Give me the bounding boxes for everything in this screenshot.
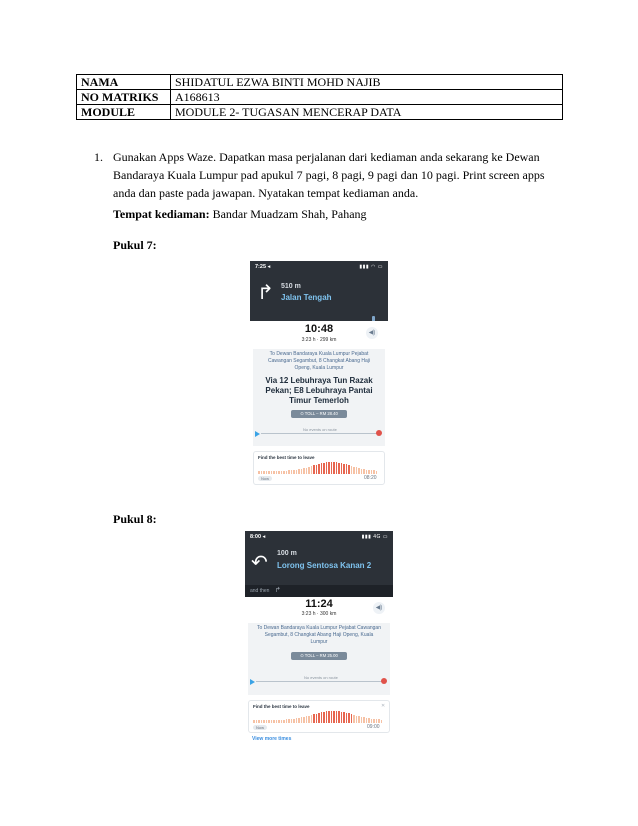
departure-bar (298, 469, 300, 474)
departure-bar (346, 464, 348, 474)
departure-bar (333, 711, 335, 723)
departure-bar (306, 716, 308, 723)
departure-bar (376, 471, 378, 474)
route-via-text: Via 12 Lebuhraya Tun Razak Pekan; E8 Lebuhraya Pantai Timur Temerloh (265, 376, 373, 405)
departure-bar (341, 712, 343, 723)
destination-text: To Dewan Bandaraya Kuala Lumpur Pejabat Cawangan Segambut, 8 Changkat Abang Haji Openg, Kuala Lumpur (257, 625, 381, 645)
info-row-matric (77, 90, 563, 105)
departure-bar (281, 471, 283, 474)
question-item (96, 148, 568, 202)
departure-bar (276, 720, 278, 723)
departure-bar (341, 463, 343, 474)
turn-right-icon: ↱ (257, 282, 274, 304)
departure-bar (303, 468, 305, 474)
departure-bar (316, 714, 318, 723)
departure-bar (273, 471, 275, 474)
departure-time-bars (253, 711, 382, 723)
route-start-icon (255, 431, 260, 437)
best-time-card[interactable] (253, 451, 385, 485)
question-number: 1. (94, 150, 103, 164)
route-box (253, 349, 385, 446)
no-events-label: No events on route (303, 427, 337, 432)
trip-sheet (250, 321, 388, 487)
departure-bar (318, 713, 320, 723)
departure-bar (268, 720, 270, 723)
departure-bar (278, 471, 280, 474)
departure-bar (266, 720, 268, 723)
residence-value: Bandar Muadzam Shah, Pahang (209, 207, 367, 221)
departure-bar (331, 711, 333, 723)
info-row-name (77, 75, 563, 90)
best-time-card[interactable] (248, 700, 390, 733)
sound-icon[interactable]: ◀) (373, 602, 385, 614)
departure-bar (351, 714, 353, 723)
departure-bar (301, 717, 303, 723)
departure-bar (288, 719, 290, 723)
departure-bar (338, 711, 340, 723)
departure-bar (381, 720, 383, 723)
departure-bar (353, 467, 355, 474)
best-time-title: Find the best time to leave (258, 455, 315, 460)
info-key: NO MATRIKS (77, 90, 171, 105)
residence-line (113, 206, 367, 222)
departure-bar (286, 471, 288, 474)
departure-bar (283, 471, 285, 474)
departure-bar (363, 469, 365, 474)
departure-bar (261, 720, 263, 723)
departure-bar (378, 719, 380, 723)
departure-bar (333, 462, 335, 474)
departure-bar (271, 471, 273, 474)
info-value: SHIDATUL EZWA BINTI MOHD NAJIB (171, 75, 563, 90)
departure-bar (361, 469, 363, 474)
departure-bar (371, 719, 373, 723)
departure-bar (306, 468, 308, 474)
route-start-icon (250, 679, 255, 685)
departure-bar (321, 463, 323, 474)
departure-bar (328, 462, 330, 474)
toll-badge: ⊙ TOLL – RM 28.40 (291, 410, 347, 418)
departure-bar (328, 711, 330, 723)
departure-bar (303, 717, 305, 723)
departure-bar (308, 467, 310, 474)
info-key: NAMA (77, 75, 171, 90)
departure-bar (253, 720, 255, 723)
departure-bar (276, 471, 278, 474)
departure-bar (261, 471, 263, 474)
info-value: MODULE 2- TUGASAN MENCERAP DATA (171, 105, 563, 120)
u-turn-icon: ↶ (251, 552, 268, 574)
departure-bar (318, 464, 320, 474)
destination-text: To Dewan Bandaraya Kuala Lumpur Pejabat Cawangan Segambut, 8 Changkat Abang Haji Openg, Kuala Lumpur (267, 351, 370, 371)
waze-screenshot-7am (250, 261, 388, 487)
departure-bar (351, 466, 353, 474)
now-pill[interactable]: Now (258, 476, 272, 481)
turn-distance: 510 m (281, 283, 301, 290)
navigation-banner (250, 261, 388, 321)
departure-bar (263, 720, 265, 723)
next-turn-icon: ↱ (274, 587, 281, 594)
route-timeline (261, 433, 377, 434)
departure-bar (266, 471, 268, 474)
departure-bar (278, 720, 280, 723)
status-time: 7:25 ◂ (255, 264, 271, 270)
departure-bar (308, 716, 310, 723)
info-row-module (77, 105, 563, 120)
departure-bar (373, 470, 375, 474)
residence-label: Tempat kediaman: (113, 207, 210, 221)
departure-bar (271, 720, 273, 723)
departure-bar (361, 717, 363, 723)
departure-bar (256, 720, 258, 723)
departure-bar (348, 465, 350, 474)
departure-bar (293, 470, 295, 474)
departure-bar (358, 468, 360, 474)
street-name: Lorong Sentosa Kanan 2 (277, 561, 372, 570)
question-text: Gunakan Apps Waze. Dapatkan masa perjalanan dari kediaman anda sekarang ke Dewan Bandaraya Kuala Lumpur pad apukul 7 pagi, 8 pagi, 9 pagi dan 10 pagi. Print screen apps anda dan paste pada jawapan. Nyatakan tempat kediaman anda. (113, 150, 545, 200)
departure-bar (366, 718, 368, 723)
departure-bar (296, 470, 298, 474)
navigation-banner (245, 531, 393, 597)
departure-bar (363, 717, 365, 723)
turn-distance: 100 m (277, 550, 297, 557)
departure-bar (316, 465, 318, 474)
departure-bar (356, 467, 358, 474)
and-then-label: and then (250, 588, 270, 594)
departure-bar (338, 463, 340, 474)
route-box (248, 623, 390, 695)
departure-bar (258, 471, 260, 474)
info-value: A168613 (171, 90, 563, 105)
close-icon[interactable]: ✕ (381, 703, 386, 709)
departure-bar (358, 716, 360, 723)
arrival-time: 11:24 (305, 598, 333, 610)
departure-bar (343, 464, 345, 474)
departure-bar (311, 466, 313, 474)
heading-pukul-8: Pukul 8: (113, 512, 157, 526)
trip-duration-distance: 3:23 h · 299 km (301, 337, 337, 343)
departure-bar (301, 469, 303, 474)
departure-bar (356, 716, 358, 723)
departure-bar (373, 719, 375, 723)
toll-badge: ⊙ TOLL – RM 25.00 (291, 652, 347, 660)
departure-bar (353, 715, 355, 723)
departure-bar (346, 713, 348, 723)
departure-bar (258, 720, 260, 723)
status-icons: ▮▮▮ 4G ▭ (361, 534, 388, 540)
departure-bar (288, 470, 290, 474)
departure-bar (323, 712, 325, 723)
departure-bar (281, 720, 283, 723)
departure-bar (298, 718, 300, 723)
departure-bar (326, 711, 328, 723)
and-then-bar (245, 585, 393, 597)
departure-bar (263, 471, 265, 474)
departure-bar (268, 471, 270, 474)
status-time: 8:00 ◂ (250, 534, 266, 540)
departure-bar (313, 465, 315, 474)
sound-icon[interactable]: ◀) (366, 327, 378, 339)
destination-pin-icon (376, 430, 382, 436)
route-timeline (256, 681, 382, 682)
departure-bar (371, 470, 373, 474)
now-pill[interactable]: Now (253, 725, 267, 730)
departure-bar (273, 720, 275, 723)
departure-bar (336, 711, 338, 723)
departure-bar (326, 462, 328, 474)
departure-bar (323, 463, 325, 474)
departure-bar (348, 713, 350, 723)
departure-bar (376, 719, 378, 723)
arrival-time: 10:48 (304, 323, 334, 335)
status-icons: ▮▮▮ ◠ ▭ (359, 264, 383, 270)
street-name: Jalan Tengah (281, 293, 332, 302)
best-time-title: Find the best time to leave (253, 704, 310, 709)
info-key: MODULE (77, 105, 171, 120)
departure-bar (296, 718, 298, 723)
end-time-label: 09:00 (367, 724, 380, 730)
departure-bar (291, 470, 293, 474)
departure-bar (366, 470, 368, 474)
departure-bar (311, 715, 313, 723)
no-events-label: No events on route (304, 675, 338, 680)
destination-pin-icon (381, 678, 387, 684)
student-info-table (76, 74, 563, 120)
heading-pukul-7: Pukul 7: (113, 238, 157, 252)
departure-bar (368, 718, 370, 723)
departure-bar (343, 712, 345, 723)
departure-bar (368, 470, 370, 474)
departure-bar (336, 462, 338, 474)
waze-screenshot-8am (245, 531, 393, 750)
departure-bar (286, 719, 288, 723)
departure-bar (331, 462, 333, 474)
view-more-times-link[interactable]: View more times (252, 736, 292, 742)
departure-bar (313, 714, 315, 723)
end-time-label: 08:20 (364, 475, 377, 481)
departure-bar (291, 719, 293, 723)
departure-bar (283, 720, 285, 723)
departure-time-bars (258, 462, 377, 474)
departure-bar (293, 719, 295, 723)
trip-sheet (245, 597, 393, 750)
departure-bar (321, 712, 323, 723)
trip-duration-distance: 3:23 h · 300 km (301, 611, 337, 617)
